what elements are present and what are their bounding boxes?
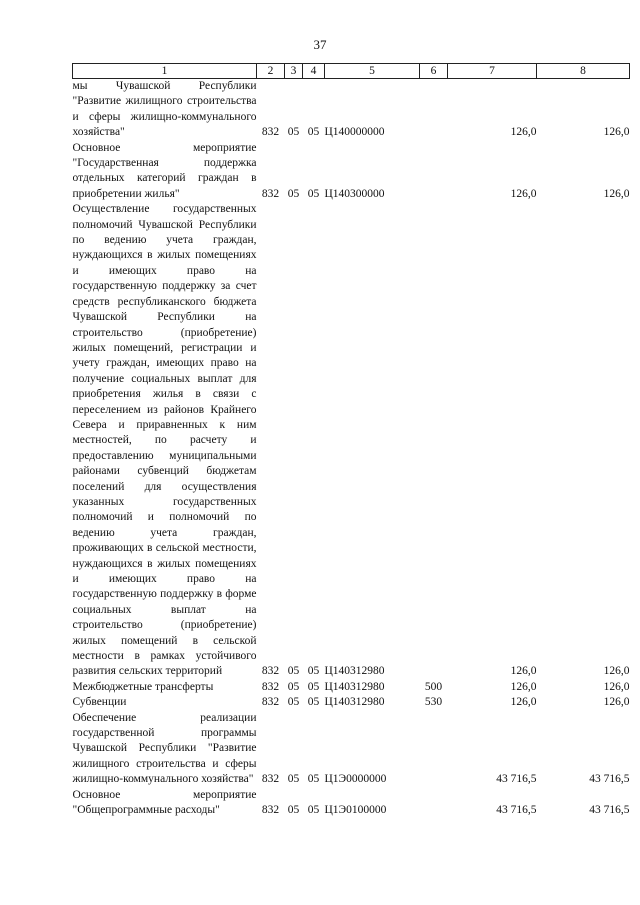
subsection-code: 05 (307, 680, 320, 693)
section-code: 05 (287, 773, 300, 786)
section-code: 05 (287, 665, 300, 678)
row-name: Осуществление государственных полномочий Чувашской Республики по ведению учета граждан, нуждающихся в жилых помещениях и имеющих право на государственную поддержку за счет средств республиканского бюджета Чувашской Республики на строительство (приобретение) жилых помещений, регистрации и учету граждан, имеющих право на получение социальных выплат для приобретения жилья в связи с переселением из районов Крайнего Севера и приравненных к ним местностей, по расчету и предоставлению муниципальными районами субвенций бюджетам поселений для осуществления указанных государственных полномочий и полномочий по ведению учета граждан, проживающих в сельской местности, нуждающихся в жилых помещениях и имеющих право на государственную поддержку в форме социальных выплат на строительство (приобретение) жилых помещений в сельской местности в рамках устойчивого развития сельских территорий (72, 203, 257, 678)
target-item-code: Ц140312980 (324, 696, 385, 709)
column-header: 1 (73, 64, 257, 79)
section-code: 05 (287, 696, 300, 709)
row-name: Обеспечение реализации государственной программы Чувашской Республики "Развитие жилищного строительства и сферы жилищно-коммунального хозяйства" (72, 711, 257, 786)
amount-col8: 126,0 (603, 696, 630, 709)
column-header: 3 (285, 64, 303, 79)
expense-type-code (420, 711, 448, 788)
table-row (73, 680, 630, 695)
amount-col8: 126,0 (603, 187, 630, 200)
subsection-code: 05 (307, 773, 320, 786)
table-row (73, 788, 630, 819)
ministry-code: 832 (261, 126, 280, 139)
subsection-code: 05 (307, 126, 320, 139)
amount-col7: 126,0 (510, 680, 537, 693)
section-code: 05 (287, 804, 300, 817)
expense-type-code (420, 202, 448, 680)
subsection-code: 05 (307, 187, 320, 200)
expense-type-code (420, 788, 448, 819)
table-row (73, 711, 630, 788)
column-header: 5 (325, 64, 420, 79)
expense-type-code (420, 141, 448, 203)
ministry-code: 832 (261, 696, 280, 709)
column-header: 2 (257, 64, 285, 79)
page-number: 37 (313, 37, 327, 52)
amount-col7: 126,0 (510, 187, 537, 200)
amount-col7: 126,0 (510, 696, 537, 709)
row-name: мы Чувашской Республики "Развитие жилищного строительства и сферы жилищно-коммунального хозяйства" (72, 80, 257, 139)
section-code: 05 (287, 680, 300, 693)
row-name: Основное мероприятие "Общепрограммные расходы" (72, 788, 257, 817)
amount-col7: 126,0 (510, 126, 537, 139)
target-item-code: Ц140000000 (324, 126, 385, 139)
table-row (73, 79, 630, 141)
subsection-code: 05 (307, 696, 320, 709)
expense-type-code: 500 (424, 680, 443, 693)
amount-col7: 126,0 (510, 665, 537, 678)
amount-col8: 126,0 (603, 680, 630, 693)
subsection-code: 05 (307, 665, 320, 678)
row-name: Субвенции (72, 696, 127, 709)
amount-col8: 126,0 (603, 126, 630, 139)
subsection-code: 05 (307, 804, 320, 817)
column-header: 4 (303, 64, 325, 79)
ministry-code: 832 (261, 773, 280, 786)
budget-table (72, 63, 630, 819)
amount-col8: 43 716,5 (589, 773, 630, 786)
column-header: 8 (537, 64, 630, 79)
target-item-code: Ц140312980 (324, 665, 385, 678)
expense-type-code: 530 (424, 696, 443, 709)
ministry-code: 832 (261, 680, 280, 693)
table-row (73, 695, 630, 710)
amount-col7: 43 716,5 (496, 804, 537, 817)
section-code: 05 (287, 187, 300, 200)
column-header: 6 (420, 64, 448, 79)
column-header: 7 (448, 64, 537, 79)
target-item-code: Ц1Э0000000 (324, 773, 387, 786)
table-row (73, 141, 630, 203)
target-item-code: Ц1Э0100000 (324, 804, 387, 817)
ministry-code: 832 (261, 804, 280, 817)
ministry-code: 832 (261, 665, 280, 678)
target-item-code: Ц140312980 (324, 680, 385, 693)
amount-col8: 43 716,5 (589, 804, 630, 817)
expense-type-code (420, 79, 448, 141)
column-header-row (73, 64, 630, 79)
ministry-code: 832 (261, 187, 280, 200)
row-name: Основное мероприятие "Государственная поддержка отдельных категорий граждан в приобретении жилья" (72, 141, 257, 200)
target-item-code: Ц140300000 (324, 187, 385, 200)
section-code: 05 (287, 126, 300, 139)
amount-col7: 43 716,5 (496, 773, 537, 786)
amount-col8: 126,0 (603, 665, 630, 678)
table-row (73, 202, 630, 680)
row-name: Межбюджетные трансферты (72, 680, 214, 693)
